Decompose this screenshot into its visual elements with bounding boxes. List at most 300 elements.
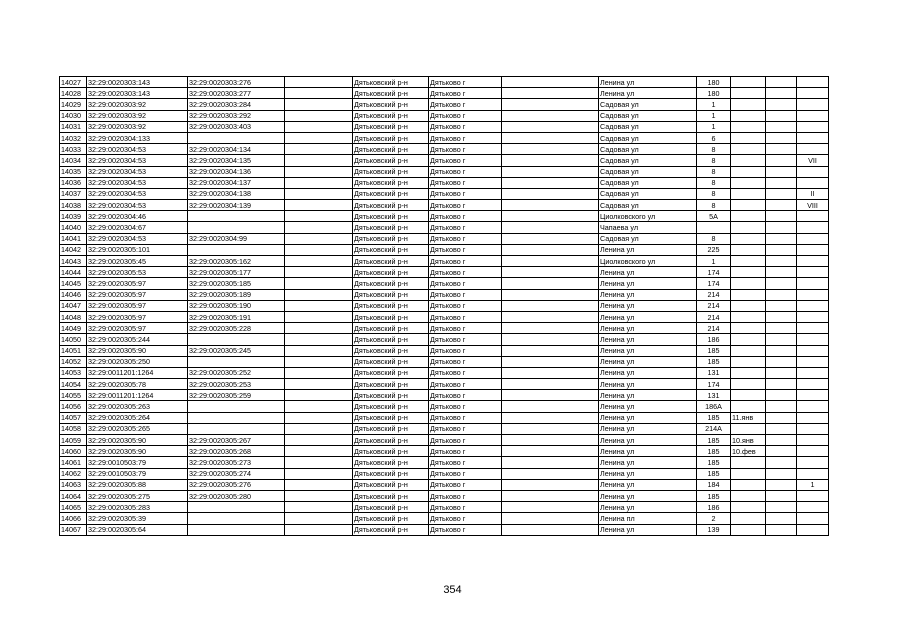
house-number-cell: 6 — [697, 132, 731, 143]
cadastral-number-cell: 32:29:0020305:45 — [87, 256, 188, 267]
house-number-cell: 1 — [697, 110, 731, 121]
empty-cell — [766, 200, 797, 211]
roman-numeral-cell — [797, 356, 829, 367]
roman-numeral-cell — [797, 367, 829, 378]
empty-cell — [502, 524, 599, 535]
sub-cadastral-number-cell: 32:29:0020305:185 — [188, 278, 285, 289]
house-number-cell: 8 — [697, 233, 731, 244]
district-cell: Дятьковский р-н — [353, 524, 429, 535]
empty-cell — [502, 311, 599, 322]
note-cell — [731, 99, 766, 110]
table-row — [60, 188, 829, 199]
sub-cadastral-number-cell: 32:29:0020304:136 — [188, 166, 285, 177]
street-cell: Ленина ул — [599, 88, 697, 99]
sub-cadastral-number-cell — [188, 513, 285, 524]
city-cell: Дятьково г — [429, 502, 502, 513]
note-cell — [731, 222, 766, 233]
district-cell: Дятьковский р-н — [353, 423, 429, 434]
cadastral-number-cell: 32:29:0020304:53 — [87, 233, 188, 244]
sub-cadastral-number-cell: 32:29:0020305:274 — [188, 468, 285, 479]
row-number-cell: 14039 — [60, 211, 87, 222]
street-cell: Садовая ул — [599, 155, 697, 166]
empty-cell — [766, 379, 797, 390]
table-row — [60, 423, 829, 434]
empty-cell — [502, 177, 599, 188]
roman-numeral-cell — [797, 401, 829, 412]
row-number-cell: 14064 — [60, 490, 87, 501]
house-number-cell: 180 — [697, 77, 731, 88]
empty-cell — [766, 267, 797, 278]
district-cell: Дятьковский р-н — [353, 211, 429, 222]
sub-cadastral-number-cell: 32:29:0020303:403 — [188, 121, 285, 132]
roman-numeral-cell — [797, 211, 829, 222]
note-cell — [731, 88, 766, 99]
note-cell — [731, 132, 766, 143]
cadastral-number-cell: 32:29:0020305:265 — [87, 423, 188, 434]
cadastral-number-cell: 32:29:0020305:263 — [87, 401, 188, 412]
roman-numeral-cell — [797, 502, 829, 513]
empty-cell — [502, 513, 599, 524]
district-cell: Дятьковский р-н — [353, 244, 429, 255]
house-number-cell: 8 — [697, 177, 731, 188]
note-cell — [731, 423, 766, 434]
sub-cadastral-number-cell: 32:29:0020305:273 — [188, 457, 285, 468]
house-number-cell: 8 — [697, 200, 731, 211]
sub-cadastral-number-cell: 32:29:0020305:259 — [188, 390, 285, 401]
table-row — [60, 401, 829, 412]
table-row — [60, 379, 829, 390]
empty-cell — [766, 479, 797, 490]
street-cell: Ленина ул — [599, 524, 697, 535]
sub-cadastral-number-cell — [188, 244, 285, 255]
table-row — [60, 155, 829, 166]
table-row — [60, 311, 829, 322]
roman-numeral-cell — [797, 457, 829, 468]
street-cell: Ленина ул — [599, 345, 697, 356]
table-row — [60, 256, 829, 267]
district-cell: Дятьковский р-н — [353, 177, 429, 188]
sub-cadastral-number-cell: 32:29:0020303:292 — [188, 110, 285, 121]
empty-cell — [766, 188, 797, 199]
note-cell — [731, 502, 766, 513]
city-cell: Дятьково г — [429, 289, 502, 300]
house-number-cell: 1 — [697, 121, 731, 132]
row-number-cell: 14060 — [60, 446, 87, 457]
city-cell: Дятьково г — [429, 323, 502, 334]
table-row — [60, 300, 829, 311]
row-number-cell: 14053 — [60, 367, 87, 378]
roman-numeral-cell — [797, 423, 829, 434]
note-cell — [731, 166, 766, 177]
empty-cell — [285, 457, 353, 468]
district-cell: Дятьковский р-н — [353, 267, 429, 278]
empty-cell — [502, 334, 599, 345]
city-cell: Дятьково г — [429, 233, 502, 244]
empty-cell — [285, 356, 353, 367]
sub-cadastral-number-cell: 32:29:0020305:252 — [188, 367, 285, 378]
house-number-cell: 139 — [697, 524, 731, 535]
table-row — [60, 356, 829, 367]
street-cell: Ленина ул — [599, 468, 697, 479]
empty-cell — [766, 177, 797, 188]
roman-numeral-cell — [797, 524, 829, 535]
street-cell: Ленина ул — [599, 412, 697, 423]
row-number-cell: 14058 — [60, 423, 87, 434]
empty-cell — [285, 446, 353, 457]
sub-cadastral-number-cell — [188, 222, 285, 233]
street-cell: Ленина ул — [599, 367, 697, 378]
roman-numeral-cell: 1 — [797, 479, 829, 490]
street-cell: Ленина ул — [599, 278, 697, 289]
table-row — [60, 144, 829, 155]
table-row — [60, 390, 829, 401]
house-number-cell: 8 — [697, 144, 731, 155]
street-cell: Ленина ул — [599, 323, 697, 334]
street-cell: Ленина ул — [599, 457, 697, 468]
empty-cell — [502, 110, 599, 121]
table-row — [60, 446, 829, 457]
empty-cell — [285, 256, 353, 267]
empty-cell — [285, 110, 353, 121]
row-number-cell: 14065 — [60, 502, 87, 513]
house-number-cell: 174 — [697, 379, 731, 390]
roman-numeral-cell — [797, 323, 829, 334]
empty-cell — [766, 244, 797, 255]
row-number-cell: 14051 — [60, 345, 87, 356]
empty-cell — [766, 110, 797, 121]
cadastral-number-cell: 32:29:0020305:78 — [87, 379, 188, 390]
table-row — [60, 345, 829, 356]
sub-cadastral-number-cell: 32:29:0020304:135 — [188, 155, 285, 166]
house-number-cell: 8 — [697, 166, 731, 177]
cadastral-number-cell: 32:29:0020304:133 — [87, 132, 188, 143]
row-number-cell: 14055 — [60, 390, 87, 401]
sub-cadastral-number-cell — [188, 423, 285, 434]
street-cell: Ленина ул — [599, 446, 697, 457]
empty-cell — [285, 323, 353, 334]
empty-cell — [285, 132, 353, 143]
cadastral-number-cell: 32:29:0011201:1264 — [87, 390, 188, 401]
row-number-cell: 14040 — [60, 222, 87, 233]
table-row — [60, 367, 829, 378]
table-row — [60, 524, 829, 535]
street-cell: Ленина пл — [599, 513, 697, 524]
district-cell: Дятьковский р-н — [353, 311, 429, 322]
row-number-cell: 14062 — [60, 468, 87, 479]
note-cell — [731, 345, 766, 356]
street-cell: Ленина ул — [599, 311, 697, 322]
empty-cell — [502, 267, 599, 278]
empty-cell — [285, 267, 353, 278]
city-cell: Дятьково г — [429, 211, 502, 222]
street-cell: Чапаева ул — [599, 222, 697, 233]
cadastral-number-cell: 32:29:0020305:64 — [87, 524, 188, 535]
roman-numeral-cell: VII — [797, 155, 829, 166]
city-cell: Дятьково г — [429, 278, 502, 289]
note-cell — [731, 211, 766, 222]
note-cell — [731, 334, 766, 345]
roman-numeral-cell — [797, 468, 829, 479]
district-cell: Дятьковский р-н — [353, 468, 429, 479]
house-number-cell: 186 — [697, 334, 731, 345]
roman-numeral-cell — [797, 379, 829, 390]
street-cell: Садовая ул — [599, 233, 697, 244]
table-row — [60, 278, 829, 289]
empty-cell — [502, 367, 599, 378]
city-cell: Дятьково г — [429, 200, 502, 211]
district-cell: Дятьковский р-н — [353, 502, 429, 513]
row-number-cell: 14038 — [60, 200, 87, 211]
city-cell: Дятьково г — [429, 334, 502, 345]
empty-cell — [766, 435, 797, 446]
row-number-cell: 14057 — [60, 412, 87, 423]
empty-cell — [766, 311, 797, 322]
table-row — [60, 222, 829, 233]
cadastral-number-cell: 32:29:0020305:97 — [87, 300, 188, 311]
roman-numeral-cell — [797, 334, 829, 345]
cadastral-number-cell: 32:29:0020304:53 — [87, 188, 188, 199]
empty-cell — [502, 356, 599, 367]
house-number-cell: 185 — [697, 468, 731, 479]
roman-numeral-cell — [797, 233, 829, 244]
street-cell: Ленина ул — [599, 502, 697, 513]
empty-cell — [766, 356, 797, 367]
city-cell: Дятьково г — [429, 423, 502, 434]
district-cell: Дятьковский р-н — [353, 132, 429, 143]
empty-cell — [766, 468, 797, 479]
city-cell: Дятьково г — [429, 177, 502, 188]
street-cell: Ленина ул — [599, 423, 697, 434]
sub-cadastral-number-cell: 32:29:0020304:137 — [188, 177, 285, 188]
district-cell: Дятьковский р-н — [353, 99, 429, 110]
sub-cadastral-number-cell: 32:29:0020305:189 — [188, 289, 285, 300]
table-row — [60, 200, 829, 211]
city-cell: Дятьково г — [429, 446, 502, 457]
street-cell: Ленина ул — [599, 490, 697, 501]
table-row — [60, 121, 829, 132]
empty-cell — [766, 334, 797, 345]
note-cell — [731, 401, 766, 412]
note-cell — [731, 356, 766, 367]
house-number-cell: 5А — [697, 211, 731, 222]
empty-cell — [285, 289, 353, 300]
cadastral-number-cell: 32:29:0020305:53 — [87, 267, 188, 278]
sub-cadastral-number-cell: 32:29:0020305:280 — [188, 490, 285, 501]
row-number-cell: 14033 — [60, 144, 87, 155]
city-cell: Дятьково г — [429, 513, 502, 524]
row-number-cell: 14032 — [60, 132, 87, 143]
row-number-cell: 14036 — [60, 177, 87, 188]
table-row — [60, 166, 829, 177]
empty-cell — [285, 390, 353, 401]
cadastral-number-cell: 32:29:0020305:88 — [87, 479, 188, 490]
district-cell: Дятьковский р-н — [353, 222, 429, 233]
empty-cell — [766, 300, 797, 311]
note-cell — [731, 188, 766, 199]
note-cell — [731, 244, 766, 255]
city-cell: Дятьково г — [429, 412, 502, 423]
note-cell — [731, 468, 766, 479]
house-number-cell: 214 — [697, 289, 731, 300]
empty-cell — [285, 524, 353, 535]
empty-cell — [766, 390, 797, 401]
house-number-cell: 185 — [697, 356, 731, 367]
cadastral-number-cell: 32:29:0020305:90 — [87, 435, 188, 446]
table-row — [60, 177, 829, 188]
row-number-cell: 14041 — [60, 233, 87, 244]
district-cell: Дятьковский р-н — [353, 390, 429, 401]
city-cell: Дятьково г — [429, 256, 502, 267]
city-cell: Дятьково г — [429, 267, 502, 278]
note-cell — [731, 390, 766, 401]
district-cell: Дятьковский р-н — [353, 490, 429, 501]
house-number-cell: 2 — [697, 513, 731, 524]
district-cell: Дятьковский р-н — [353, 155, 429, 166]
table-row — [60, 479, 829, 490]
table-row — [60, 490, 829, 501]
street-cell: Ленина ул — [599, 435, 697, 446]
street-cell: Садовая ул — [599, 144, 697, 155]
empty-cell — [502, 77, 599, 88]
row-number-cell: 14061 — [60, 457, 87, 468]
empty-cell — [285, 99, 353, 110]
district-cell: Дятьковский р-н — [353, 446, 429, 457]
roman-numeral-cell — [797, 412, 829, 423]
note-cell — [731, 200, 766, 211]
city-cell: Дятьково г — [429, 311, 502, 322]
table-row — [60, 267, 829, 278]
house-number-cell: 186А — [697, 401, 731, 412]
empty-cell — [285, 233, 353, 244]
district-cell: Дятьковский р-н — [353, 77, 429, 88]
street-cell: Ленина ул — [599, 244, 697, 255]
street-cell: Садовая ул — [599, 177, 697, 188]
city-cell: Дятьково г — [429, 435, 502, 446]
empty-cell — [285, 334, 353, 345]
roman-numeral-cell — [797, 77, 829, 88]
sub-cadastral-number-cell: 32:29:0020305:276 — [188, 479, 285, 490]
empty-cell — [502, 144, 599, 155]
empty-cell — [285, 200, 353, 211]
house-number-cell: 174 — [697, 278, 731, 289]
table-row — [60, 323, 829, 334]
city-cell: Дятьково г — [429, 457, 502, 468]
note-cell — [731, 524, 766, 535]
empty-cell — [766, 99, 797, 110]
house-number-cell: 214 — [697, 323, 731, 334]
cadastral-number-cell: 32:29:0020305:97 — [87, 289, 188, 300]
house-number-cell: 185 — [697, 412, 731, 423]
roman-numeral-cell — [797, 446, 829, 457]
empty-cell — [766, 132, 797, 143]
city-cell: Дятьково г — [429, 379, 502, 390]
house-number-cell: 214А — [697, 423, 731, 434]
row-number-cell: 14049 — [60, 323, 87, 334]
empty-cell — [285, 490, 353, 501]
empty-cell — [766, 401, 797, 412]
table-row — [60, 110, 829, 121]
empty-cell — [502, 423, 599, 434]
empty-cell — [502, 289, 599, 300]
empty-cell — [502, 278, 599, 289]
city-cell: Дятьково г — [429, 166, 502, 177]
row-number-cell: 14054 — [60, 379, 87, 390]
house-number-cell: 8 — [697, 155, 731, 166]
row-number-cell: 14027 — [60, 77, 87, 88]
house-number-cell: 131 — [697, 367, 731, 378]
empty-cell — [766, 155, 797, 166]
sub-cadastral-number-cell: 32:29:0020305:245 — [188, 345, 285, 356]
district-cell: Дятьковский р-н — [353, 88, 429, 99]
table-row — [60, 289, 829, 300]
city-cell: Дятьково г — [429, 468, 502, 479]
cadastral-number-cell: 32:29:0020303:92 — [87, 121, 188, 132]
house-number-cell: 8 — [697, 188, 731, 199]
empty-cell — [502, 490, 599, 501]
empty-cell — [766, 502, 797, 513]
row-number-cell: 14035 — [60, 166, 87, 177]
empty-cell — [766, 166, 797, 177]
street-cell: Ленина ул — [599, 401, 697, 412]
empty-cell — [285, 77, 353, 88]
row-number-cell: 14066 — [60, 513, 87, 524]
cadastral-number-cell: 32:29:0020303:92 — [87, 99, 188, 110]
empty-cell — [502, 323, 599, 334]
street-cell: Садовая ул — [599, 166, 697, 177]
note-cell: 11.янв — [731, 412, 766, 423]
district-cell: Дятьковский р-н — [353, 345, 429, 356]
note-cell — [731, 367, 766, 378]
empty-cell — [285, 144, 353, 155]
empty-cell — [502, 435, 599, 446]
note-cell — [731, 311, 766, 322]
cadastral-number-cell: 32:29:0020304:53 — [87, 177, 188, 188]
sub-cadastral-number-cell: 32:29:0020305:228 — [188, 323, 285, 334]
cadastral-number-cell: 32:29:0020305:39 — [87, 513, 188, 524]
table-row — [60, 412, 829, 423]
empty-cell — [502, 345, 599, 356]
sub-cadastral-number-cell: 32:29:0020304:139 — [188, 200, 285, 211]
cadastral-number-cell: 32:29:0020304:53 — [87, 155, 188, 166]
sub-cadastral-number-cell: 32:29:0020303:284 — [188, 99, 285, 110]
empty-cell — [285, 300, 353, 311]
row-number-cell: 14050 — [60, 334, 87, 345]
sub-cadastral-number-cell: 32:29:0020305:268 — [188, 446, 285, 457]
district-cell: Дятьковский р-н — [353, 479, 429, 490]
row-number-cell: 14044 — [60, 267, 87, 278]
sub-cadastral-number-cell — [188, 211, 285, 222]
house-number-cell: 185 — [697, 345, 731, 356]
roman-numeral-cell — [797, 222, 829, 233]
street-cell: Садовая ул — [599, 121, 697, 132]
empty-cell — [285, 345, 353, 356]
sub-cadastral-number-cell: 32:29:0020305:191 — [188, 311, 285, 322]
sub-cadastral-number-cell — [188, 502, 285, 513]
district-cell: Дятьковский р-н — [353, 300, 429, 311]
empty-cell — [766, 524, 797, 535]
roman-numeral-cell — [797, 300, 829, 311]
street-cell: Садовая ул — [599, 110, 697, 121]
city-cell: Дятьково г — [429, 99, 502, 110]
roman-numeral-cell — [797, 144, 829, 155]
note-cell — [731, 490, 766, 501]
sub-cadastral-number-cell: 32:29:0020305:253 — [188, 379, 285, 390]
row-number-cell: 14043 — [60, 256, 87, 267]
row-number-cell: 14034 — [60, 155, 87, 166]
empty-cell — [285, 379, 353, 390]
sub-cadastral-number-cell — [188, 334, 285, 345]
roman-numeral-cell — [797, 289, 829, 300]
